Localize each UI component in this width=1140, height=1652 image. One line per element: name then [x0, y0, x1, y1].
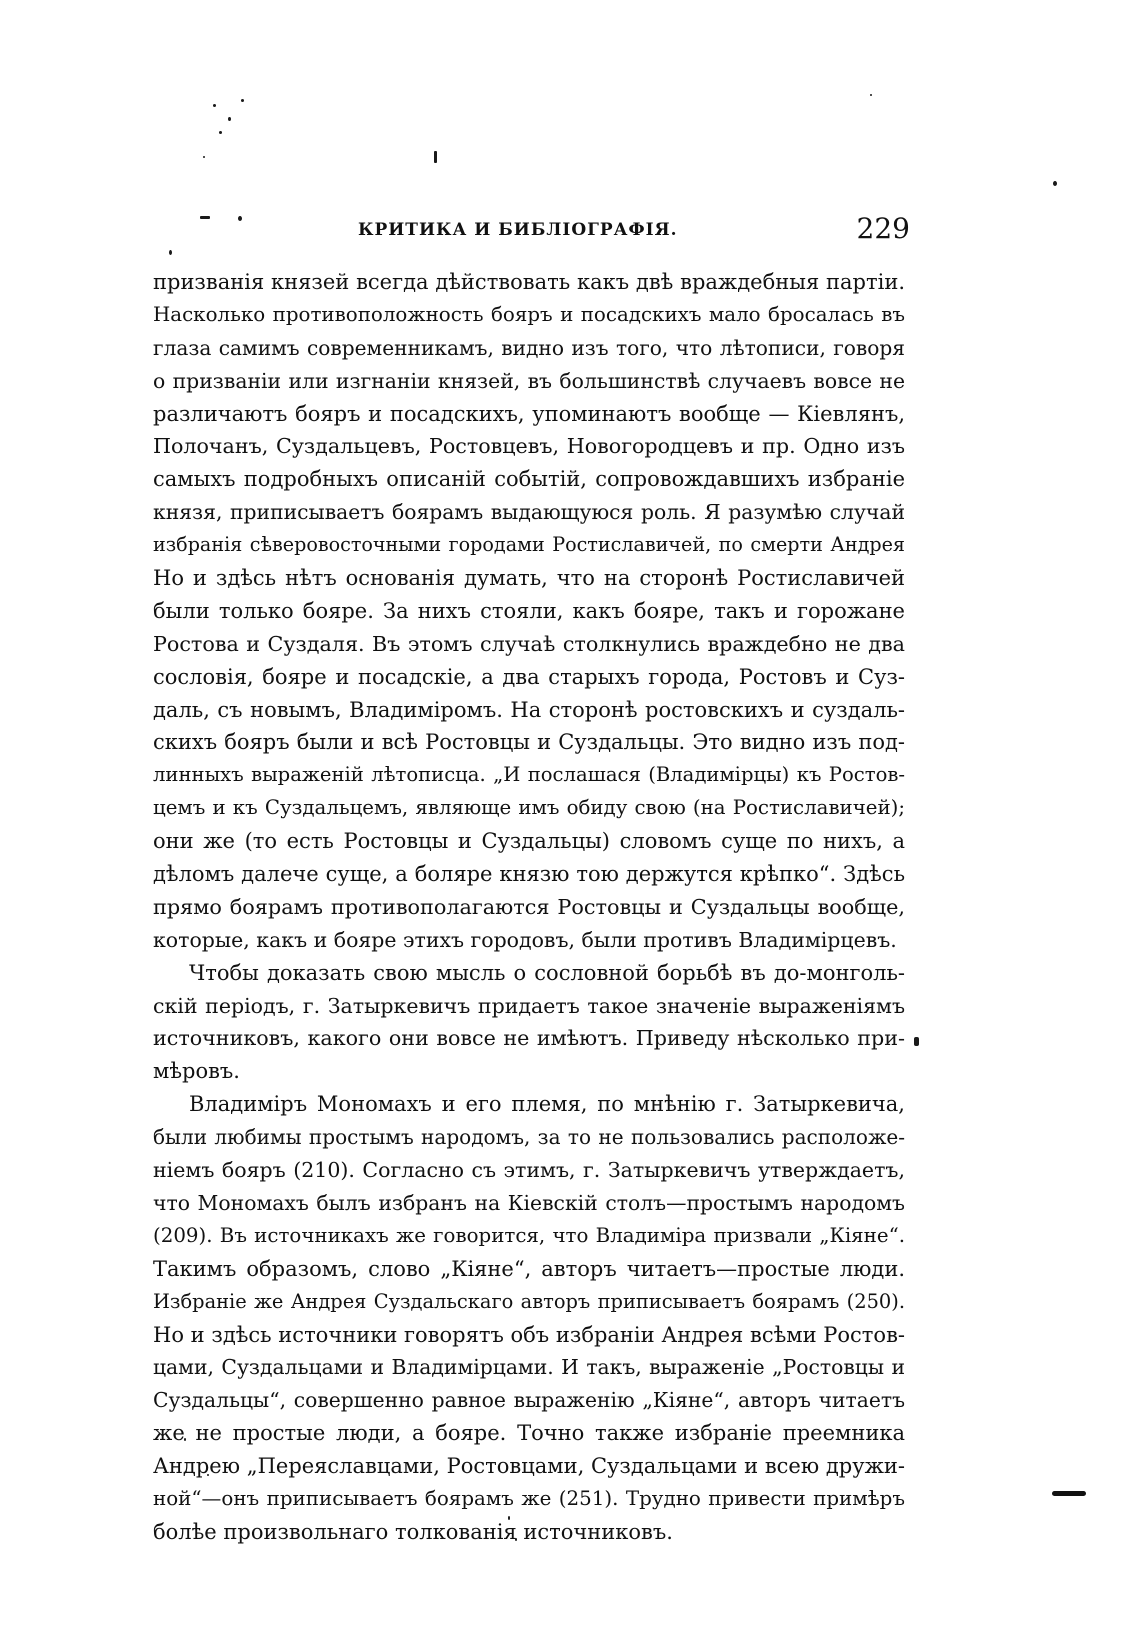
paragraph — [153, 266, 905, 957]
text-line: Избраніе же Андрея Суздальскаго авторъ приписываетъ боярамъ (250). — [153, 1289, 905, 1313]
text-line: о призваніи или изгнаніи князей, въ большинствѣ случаевъ вовсе не — [153, 368, 905, 393]
scan-speck — [213, 104, 216, 107]
text-line: что Мономахъ былъ избранъ на Кіевскій столъ—простымъ народомъ — [153, 1190, 905, 1215]
text-line: Суздальцы“, совершенно равное выраженію „Кіяне“, авторъ читаетъ — [153, 1388, 905, 1413]
text-line: болѣе произвольнаго толкованія источниковъ. — [153, 1519, 673, 1544]
scan-speck — [169, 250, 172, 255]
text-line: Но и здѣсь источники говорятъ объ избраніи Андрея всѣми Ростов- — [153, 1322, 905, 1347]
paragraph — [153, 1088, 905, 1548]
scan-speck — [1053, 181, 1057, 186]
running-header — [150, 212, 910, 248]
text-line: князя, приписываетъ боярамъ выдающуюся роль. Я разумѣю случай — [153, 500, 905, 525]
text-line: Чтобы доказать свою мысль о сословной борьбѣ въ до-монголь- — [189, 960, 905, 985]
text-line: избранія сѣверовосточными городами Ростиславичей, по смерти Андрея — [153, 533, 905, 557]
text-line: Андрею „Переяславцами, Ростовцами, Суздальцами и всею дружи- — [153, 1454, 905, 1479]
scan-speck — [219, 131, 222, 134]
text-line: дѣломъ далече суще, а боляре князю тою держутся крѣпко“. Здѣсь — [153, 862, 905, 887]
text-line: скихъ бояръ были и всѣ Ростовцы и Суздальцы. Это видно изъ под- — [153, 730, 905, 755]
text-line: они же (то есть Ростовцы и Суздальцы) словомъ суще по нихъ, а — [153, 829, 905, 854]
text-line: сословія, бояре и посадскіе, а два старыхъ города, Ростовъ и Суз- — [153, 664, 905, 689]
text-line: глаза самимъ современникамъ, видно изъ того, что лѣтописи, говоря — [153, 335, 905, 360]
scan-speck — [870, 94, 872, 96]
paragraph — [153, 957, 905, 1089]
text-line: цемъ и къ Суздальцемъ, являюще имъ обиду свою (на Ростиславичей); — [153, 796, 905, 820]
text-line: ніемъ бояръ (210). Согласно съ этимъ, г. Затыркевичъ утверждаетъ, — [153, 1158, 905, 1183]
text-line: Ростова и Суздаля. Въ этомъ случаѣ столкнулись враждебно не два — [153, 631, 905, 656]
text-line: мѣровъ. — [153, 1059, 240, 1084]
text-line: призванія князей всегда дѣйствовать какъ двѣ враждебныя партіи. — [153, 270, 905, 294]
text-line: самыхъ подробныхъ описаній событій, сопровождавшихъ избраніе — [153, 467, 905, 492]
scan-speck — [228, 117, 231, 121]
text-line: Такимъ образомъ, слово „Кіяне“, авторъ читаетъ—простые люди. — [153, 1256, 905, 1281]
text-line: линныхъ выраженій лѣтописца. „И послашася (Владимірцы) къ Ростов- — [153, 763, 905, 787]
text-line: различаютъ бояръ и посадскихъ, упоминаютъ вообще — Кіевлянъ, — [153, 401, 905, 426]
text-line: были только бояре. За нихъ стояли, какъ бояре, такъ и горожане — [153, 598, 905, 623]
running-title: КРИТИКА И БИБЛІОГРАФІЯ. — [358, 220, 678, 240]
scan-speck — [434, 151, 437, 163]
text-line: которые, какъ и бояре этихъ городовъ, были противъ Владимірцевъ. — [153, 927, 897, 952]
text-line: Владиміръ Мономахъ и его племя, по мнѣнію г. Затыркевича, — [189, 1092, 905, 1117]
text-line: же не простые люди, а бояре. Точно также избраніе преемника — [153, 1421, 905, 1446]
margin-dash-mark — [1052, 1491, 1086, 1496]
text-line: Но и здѣсь нѣтъ основанія думать, что на сторонѣ Ростиславичей — [153, 566, 905, 591]
scan-speck — [203, 156, 205, 158]
page-number: 229 — [856, 212, 910, 245]
text-line: источниковъ, какого они вовсе не имѣютъ. Приведу нѣсколько при- — [153, 1026, 905, 1051]
scan-speck — [241, 99, 244, 102]
text-line: (209). Въ источникахъ же говорится, что Владиміра призвали „Кіяне“. — [153, 1223, 905, 1247]
text-line: прямо боярамъ противополагаются Ростовцы и Суздальцы вообще, — [153, 894, 905, 919]
text-line: цами, Суздальцами и Владимірцами. И такъ, выраженіе „Ростовцы и — [153, 1355, 905, 1380]
text-line: Насколько противоположность бояръ и посадскихъ мало бросалась въ — [153, 302, 905, 326]
text-line: были любимы простымъ народомъ, за то не пользовались расположе- — [153, 1125, 905, 1150]
text-line: Полочанъ, Суздальцевъ, Ростовцевъ, Новогородцевъ и пр. Одно изъ — [153, 434, 905, 459]
scan-speck — [914, 1037, 919, 1046]
text-line: даль, съ новымъ, Владиміромъ. На сторонѣ ростовскихъ и суздаль- — [153, 697, 905, 722]
text-line: скій періодъ, г. Затыркевичъ придаетъ такое значеніе выраженіямъ — [153, 993, 905, 1018]
body-text — [153, 266, 905, 1549]
text-line: ной“—онъ приписываетъ боярамъ же (251). Трудно привести примѣръ — [153, 1486, 905, 1510]
